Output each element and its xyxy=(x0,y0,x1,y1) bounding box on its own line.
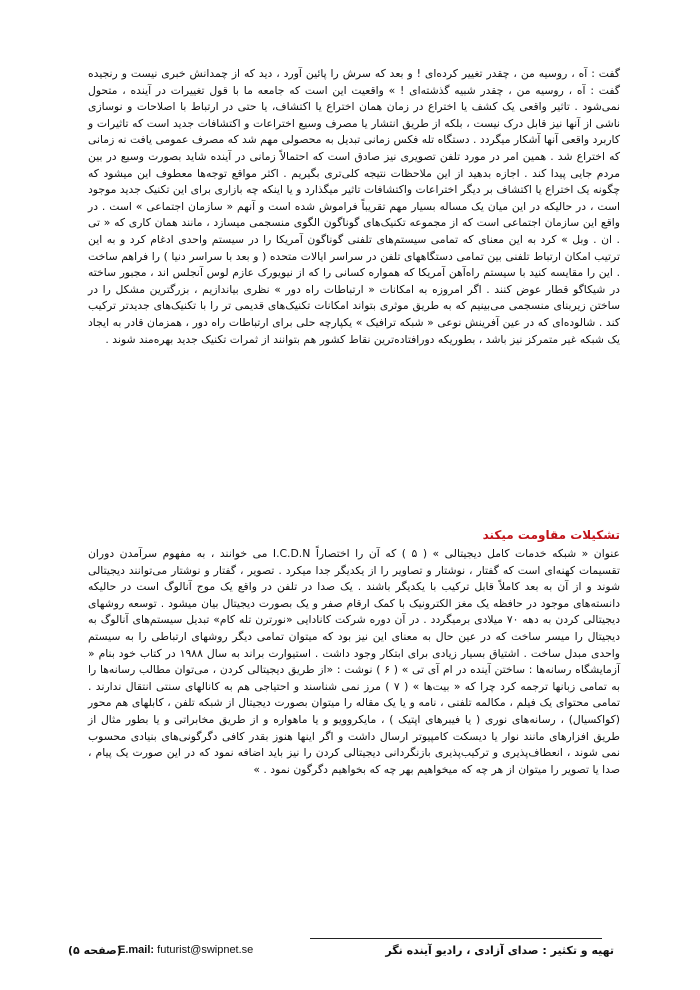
email-label: E.mail: xyxy=(118,944,155,956)
footer-divider xyxy=(310,938,602,939)
article-paragraph-2 xyxy=(88,546,620,778)
article-paragraph-1 xyxy=(88,66,620,348)
footer-email xyxy=(118,944,253,956)
page-footer xyxy=(68,944,628,962)
paragraph-1-text: گفت : آه ، روسیه من ، چقدر تغییر کرده‌ای ! و بعد که سرش را پائین آورد ، دید که از چمدانش خبری نیست و رنجیده گفت : آه ، روسیه من ، چقدر شبیه گذشته‌ای ! » واقعیت این است که جامعه ما با قول تغییرات در آینده ، متحول نمی‌شود . تاثیر واقعی یک کشف یا اختراع در زمان همان اختراع یا اکتشاف، یا حتی در ارتباط با اصلاحات و نوسازی ناشی از آنها نیز قابل درک نیست ، بلکه از طریق انتشار یا مصرف وسیع اختراعات و اکتشافات جدید است که تاثیرات و کاربرد واقعی آنها آشکار میگردد . دستگاه تله فکس زمانی تبدیل به محصولی مهم شد که مصرف عمومی یافت نه زمانی که اختراع شد . همین امر در مورد تلفن تصویری نیز صادق است که احتمالاً زمانی در آینده شاید بصورت وسیع در بین مردم جایی پیدا کند . اجازه بدهید از این ملاحظات نتیجه کلی‌تری بگیریم . اکثر مواقع توجه‌ها معطوف این میشود که چگونه یک اختراع یا اکتشاف بر دیگر اختراعات واکتشافات تاثیر میگذارد و یا اینکه چه بازاری برای این تکنیک جدید موجود است ، در حالیکه در این میان یک مساله بسیار مهم تقریباً فراموش شده است و آنهم « سازمان اجتماعی » است . در واقع این سازمان اجتماعی است که از مجموعه تکنیک‌های گوناگون الگوی منسجمی میسازد ، مانند همان کاری که « تی . ان . وبل » کرد به این معنای که تمامی سیستم‌های تلفنی گوناگون آمریکا را در سیستم واحدی ادغام کرد و به این ترتیب امکان ارتباط تلفنی بین تمامی دستگاههای تلفن در سراسر ایالات متحده ( و بعد با سراسر دنیا ) را فراهم ساخت . این را مقایسه کنید با سیستم راه‌آهن آمریکا که همواره کسانی را که از نیویورک عازم لوس آنجلس اند ، مجبور ساخته در شیکاگو قطار عوض کنند . اگر امروزه به امکانات « ارتباطات راه دور » نظری بیاندازیم ، بزرگترین مشکل را در ساختن زیربنای منسجمی می‌بینیم که به طریق موثری بتواند امکانات تکنیک‌های قدیمی تر را با تکنیک‌های جدیدتر ترکیب کند . شالوده‌ای که در عین آفرینش نوعی « شبکه ترافیک » یکپارچه حلی برای ارتباطات راه دور ، همزمان قادر به ایجاد یک شبکه غیر متمرکز نیز باشد ، بطوریکه دورافتاده‌ترین نقاط کشور هم بتوانند از ثمرات تکنیک جدید بهره‌مند شوند . xyxy=(88,67,620,346)
section-heading: تشکیلات مقاومت میکند xyxy=(482,528,620,542)
page-number: (صفحه ۵) xyxy=(68,944,122,957)
footer-source: تهیه و تکثیر : صدای آزادی ، رادیو آینده نگر xyxy=(385,944,614,957)
email-address[interactable]: futurist@swipnet.se xyxy=(157,944,254,956)
paragraph-2-text: عنوان « شبکه خدمات کامل دیجیتالی » ( ۵ ) که آن را اختصاراً I.C.D.N می خوانند ، به مفهوم سرآمدن دوران تقسیمات کهنه‌ای است که گفتار ، نوشتار و تصاویر را از یکدیگر جدا میکرد . تصویر ، گفتار و نوشتار می‌توانند دیجیتالی شوند و از آن به بعد کاملاً قابل ترکیب با یکدیگر باشند . یک صدا در تلفن در واقع یک موج آنالوگ است در حالیکه دانسته‌های موجود در حافظه یک مغز الکترونیک با کمک ارقام صفر و یک بصورت دیجیتال بیان میشود . توسعه روشهای دیجیتالی کردن به دهه ۷۰ میلادی برمیگردد . در آن دوره شرکت کانادایی «نورترن تله کام» تبدیل سیستم‌های آنالوگ به دیجیتال را میسر ساخت که در عین حال به معنای این نیز بود که میتوان تمامی دیگر روشهای ارتباطی را به سیستم واحدی مبدل ساخت . اشتیاق بسیار زیادی برای ابتکار وجود داشت . استیوارت براند به سال ۱۹۸۸ در کتاب خود بنام « آزمایشگاه رسانه‌ها : ساختن آینده در ام آی تی » ( ۶ ) نوشت : «از طریق دیجیتالی کردن ، می‌توان مطالب رسانه‌ها را به تمامی زبانها ترجمه کرد چرا که « بیت‌ها » ( ۷ ) مرز نمی شناسند و احتیاجی هم به کانالهای سنتی انتقال ندارند . تمامی محتوای یک فیلم ، مکالمه تلفنی ، نامه و یا یک مقاله را میتوان بصورت دیجیتال از شبکه تلفن ، کابلهای هم محور (کواکسیال) ، رسانه‌های نوری ( یا فیبرهای اپتیک ) ، مایکروویو و یا ماهواره و از طریق مخابراتی و یا بطور مثال از طریق افزارهای مانند نوار یا دیسکت کامپیوتر ارسال داشت و اگر اینها هنوز بقدر کافی دگرگونی‌های بنیادی محسوب نمی شوند ، انعطاف‌پذیری و ترکیب‌پذیری بازنگردانی دیجیتالی کردن را نیز باید اضافه نمود که در این صورت یک پیام ، صدا یا تصویر را میتوان از هر چه که میخواهیم بهر چه که بخواهیم دگرگون نمود . » xyxy=(88,547,621,776)
